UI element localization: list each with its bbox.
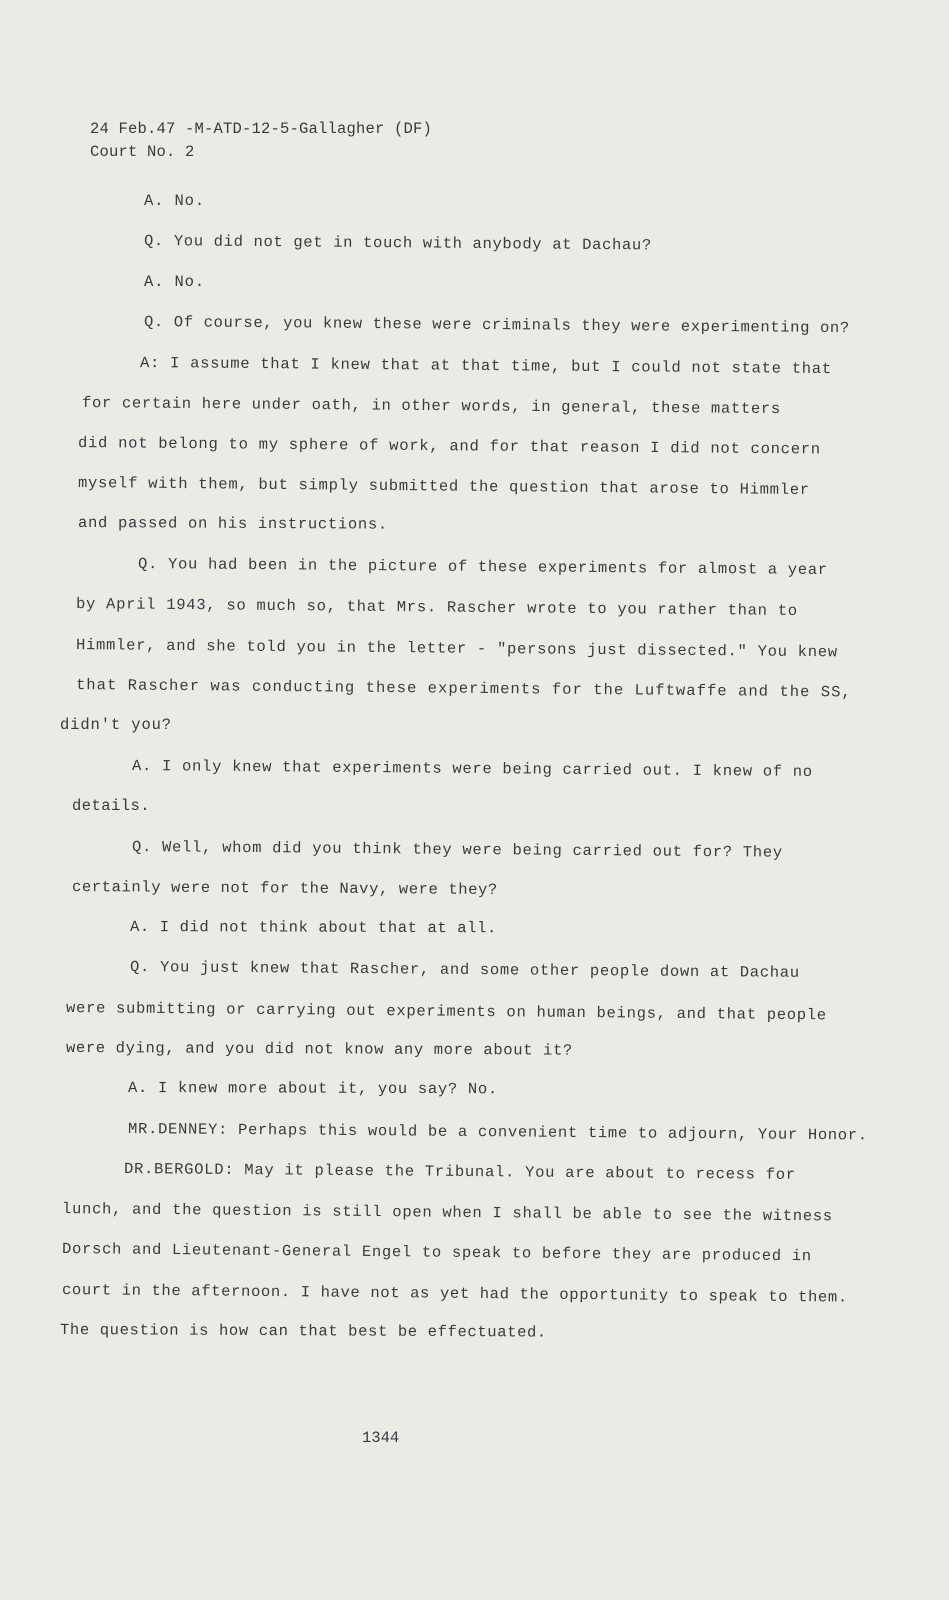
transcript-line: Himmler, and she told you in the letter - "persons just dissected." You knew <box>75 636 838 662</box>
transcript-line: Q. You just knew that Rascher, and some other people down at Dachau <box>129 958 800 982</box>
page-number: 1344 <box>362 1429 400 1447</box>
transcript-line: MR.DENNEY: Perhaps this would be a convenient time to adjourn, Your Honor. <box>127 1120 868 1145</box>
transcript-line: for certain here under oath, in other words, in general, these matters <box>81 394 781 419</box>
header-reference-line: 24 Feb.47 -M-ATD-12-5-Gallagher (DF) <box>90 120 433 138</box>
transcript-line: and passed on his instructions. <box>77 514 388 534</box>
document-header <box>90 118 432 164</box>
transcript-line: A. No. <box>144 273 205 291</box>
transcript-line: The question is how can that best be effectuated. <box>59 1321 547 1342</box>
transcript-line: court in the afternoon. I have not as yet had the opportunity to speak to them. <box>61 1281 848 1307</box>
transcript-line: were dying, and you did not know any more about it? <box>65 1039 573 1060</box>
transcript-line: details. <box>72 797 150 815</box>
transcript-line: Q. Of course, you knew these were criminals they were experimenting on? <box>143 313 850 338</box>
transcript-line: DR.BERGOLD: May it please the Tribunal. You are about to recess for <box>123 1160 796 1184</box>
transcript-line: Dorsch and Lieutenant-General Engel to speak to before they are produced in <box>61 1240 812 1266</box>
transcript-line: A: I assume that I knew that at that time, but I could not state that <box>139 354 832 379</box>
transcript-line: didn't you? <box>60 716 172 734</box>
transcript-line: Q. You had been in the picture of these experiments for almost a year <box>137 555 828 580</box>
transcript-line: myself with them, but simply submitted the question that arose to Himmler <box>77 474 810 500</box>
transcript-line: that Rascher was conducting these experiments for the Luftwaffe and the SS, <box>75 676 852 702</box>
transcript-line: Q. Well, whom did you think they were being carried out for? They <box>131 838 783 862</box>
transcript-line: lunch, and the question is still open when I shall be able to see the witness <box>61 1200 833 1226</box>
transcript-line: Q. You did not get in touch with anybody at Dachau? <box>143 232 652 255</box>
transcript-line: A. I did not think about that at all. <box>129 918 497 938</box>
transcript-line: A. I knew more about it, you say? No. <box>127 1079 498 1099</box>
transcript-line: A. No. <box>144 192 205 210</box>
transcript-line: did not belong to my sphere of work, and for that reason I did not concern <box>77 434 821 459</box>
header-court-line: Court No. 2 <box>90 143 195 161</box>
transcript-line: were submitting or carrying out experiments on human beings, and that people <box>65 999 827 1025</box>
transcript-line: A. I only knew that experiments were being carried out. I knew of no <box>131 757 813 781</box>
transcript-line: by April 1943, so much so, that Mrs. Rascher wrote to you rather than to <box>75 595 798 620</box>
transcript-line: certainly were not for the Navy, were they? <box>71 878 498 899</box>
